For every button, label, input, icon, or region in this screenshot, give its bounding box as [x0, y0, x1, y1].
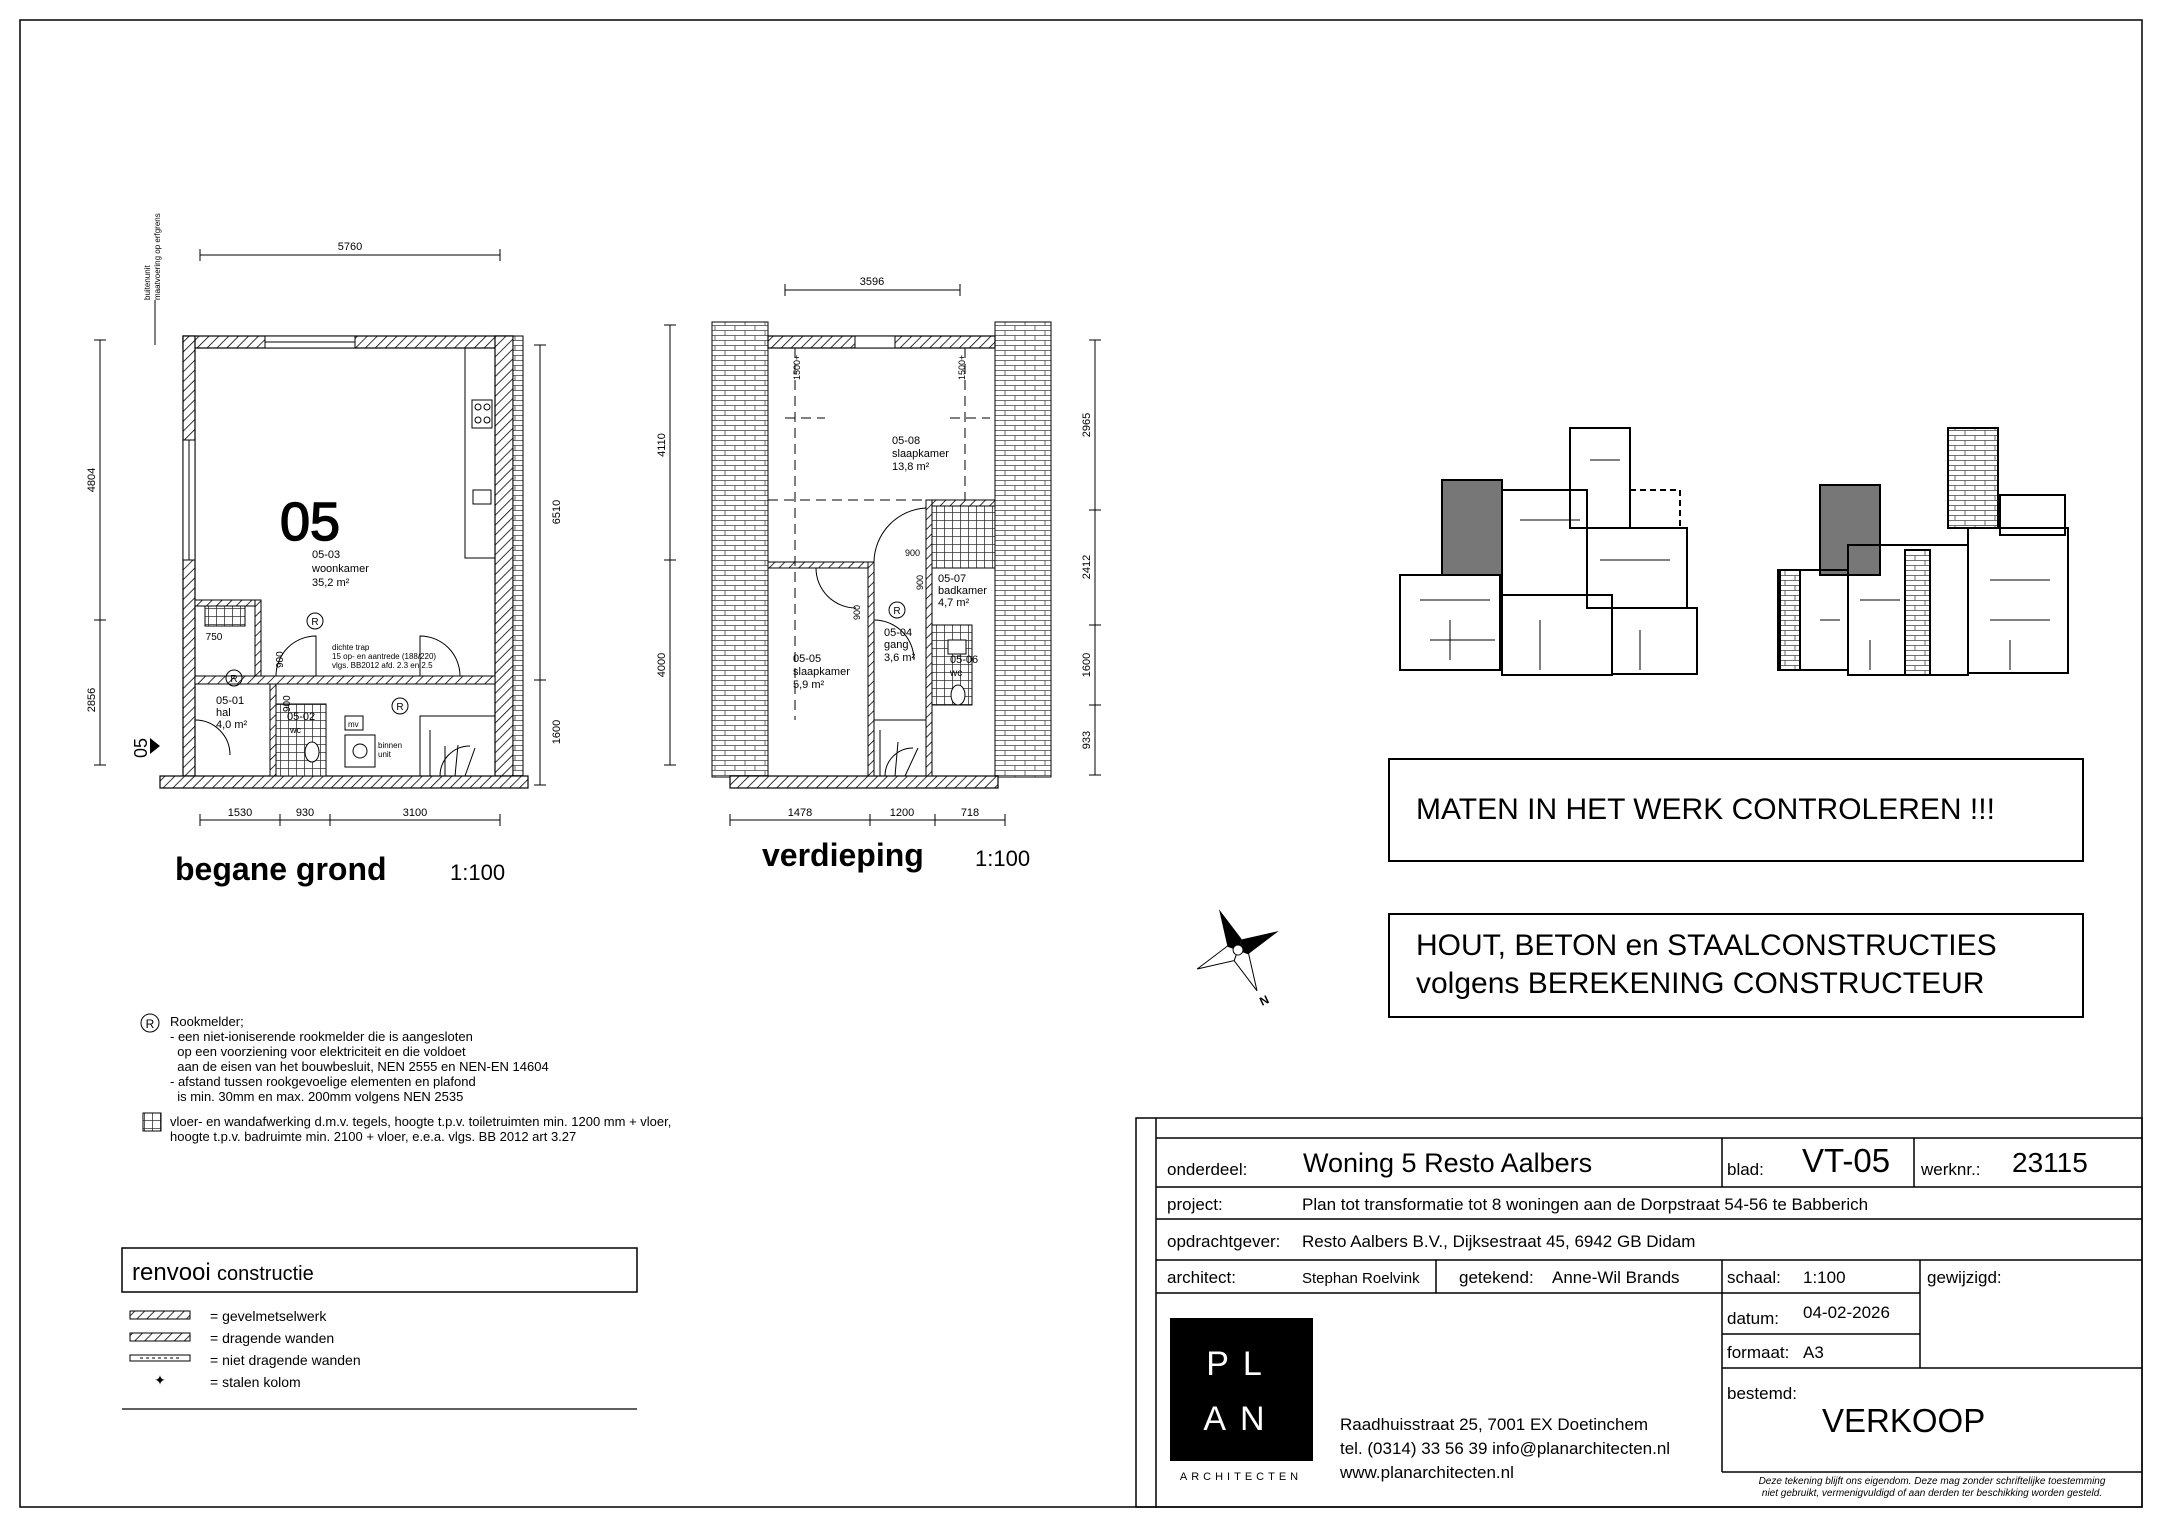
gf-unit-label: binnen unit — [378, 741, 403, 759]
uf-dim-right-4: 933 — [1081, 730, 1093, 750]
tb-getekend-label: getekend: — [1459, 1268, 1534, 1287]
tb-formaat: A3 — [1803, 1343, 1824, 1362]
gf-smoke-3: R — [396, 702, 404, 713]
tb-getekend: Anne-Wil Brands — [1552, 1268, 1680, 1287]
gf-dim-900b: 900 — [282, 695, 293, 712]
gf-scale: 1:100 — [450, 860, 506, 885]
warning-check-dimensions — [1388, 758, 2084, 862]
uf-dim-top: 3596 — [859, 276, 885, 288]
uf-room-2-code: 05-07 — [938, 573, 967, 585]
legend-title-sub: constructie — [217, 1263, 314, 1285]
uf-room-3-code: 05-04 — [884, 627, 913, 639]
site-overview-ground — [1400, 428, 1697, 675]
tb-bestemd-label: bestemd: — [1727, 1384, 1797, 1403]
legend-swatch-facade — [130, 1311, 190, 1319]
tb-blad: VT-05 — [1802, 1142, 1891, 1179]
uf-room-4-code: 05-06 — [950, 654, 979, 666]
gf-room-1-name: woonkamer — [312, 563, 369, 575]
upper-floor-plan — [656, 276, 1101, 873]
tb-address-1: Raadhuisstraat 25, 7001 EX Doetinchem — [1340, 1415, 1649, 1434]
uf-dim-1500a: 1500+ — [792, 354, 802, 380]
warning-2-line-2: volgens BEREKENING CONSTRUCTEUR — [1416, 967, 1985, 1000]
legend-item-2: = dragende wanden — [210, 1330, 335, 1346]
tb-blad-label: blad: — [1727, 1160, 1764, 1179]
uf-room-1-name: slaapkamer — [892, 448, 949, 460]
uf-dim-right-1: 2965 — [1081, 412, 1093, 438]
warning-2-line-1: HOUT, BETON en STAALCONSTRUCTIES — [1416, 929, 1997, 962]
uf-room-5-code: 05-05 — [793, 653, 822, 665]
gf-dim-right-upper: 6510 — [551, 499, 563, 525]
uf-scale: 1:100 — [975, 846, 1031, 871]
uf-title: verdieping — [762, 837, 924, 873]
tb-schaal-label: schaal: — [1727, 1268, 1781, 1287]
gf-dim-bottom-1: 1530 — [227, 807, 253, 819]
legend-swatch-column: ✦ — [154, 1372, 166, 1388]
compass-label: N — [1257, 992, 1272, 1009]
tb-project-label: project: — [1167, 1195, 1223, 1214]
legend-item-3: = niet dragende wanden — [210, 1352, 361, 1368]
tb-address-3: www.planarchitecten.nl — [1340, 1463, 1514, 1482]
site-overview-upper — [1778, 428, 2068, 675]
gf-room-2-code: 05-01 — [216, 695, 245, 707]
uf-dim-left-upper: 4110 — [656, 433, 668, 457]
tb-datum-label: datum: — [1727, 1309, 1779, 1328]
tb-onderdeel-label: onderdeel: — [1167, 1160, 1248, 1179]
uf-room-1-code: 05-08 — [892, 435, 921, 447]
uf-dim-bottom-2: 1200 — [889, 807, 915, 819]
tb-formaat-label: formaat: — [1727, 1343, 1790, 1362]
tb-onderdeel: Woning 5 Resto Aalbers — [1303, 1148, 1593, 1178]
uf-dim-right-2: 2412 — [1081, 554, 1093, 580]
gf-room-2-area: 4,0 m² — [216, 719, 248, 731]
uf-room-2-name: badkamer — [938, 585, 987, 597]
gf-dim-top: 5760 — [337, 241, 363, 253]
gf-title: begane grond — [175, 851, 387, 887]
gf-smoke-2: R — [230, 674, 238, 685]
uf-room-5-area: 5,9 m² — [793, 679, 825, 691]
uf-room-5-name: slaapkamer — [793, 666, 850, 678]
tb-opdrachtgever-label: opdrachtgever: — [1167, 1232, 1281, 1251]
compass-icon — [1178, 890, 1298, 1010]
tb-datum: 04-02-2026 — [1803, 1303, 1890, 1322]
uf-dim-900c: 900 — [852, 604, 862, 620]
legend-item-1: = gevelmetselwerk — [210, 1308, 327, 1324]
gf-smoke-1: R — [311, 617, 319, 628]
gf-dim-left-lower: 2856 — [86, 687, 98, 713]
gf-room-3-code: 05-02 — [287, 711, 316, 723]
tb-opdrachtgever: Resto Aalbers B.V., Dijksestraat 45, 6942 GB Didam — [1302, 1232, 1696, 1251]
gf-mv-label: mv — [348, 720, 359, 729]
tb-gewijzigd-label: gewijzigd: — [1927, 1268, 2002, 1287]
tb-werknr: 23115 — [2012, 1147, 2088, 1178]
tb-bestemd: VERKOOP — [1822, 1402, 1986, 1439]
legend-swatch-bearing — [130, 1333, 190, 1341]
gf-room-1-code: 05-03 — [312, 549, 341, 561]
warning-constructions — [1388, 913, 2084, 1018]
tb-schaal: 1:100 — [1803, 1268, 1846, 1287]
logo-line-1: PL — [1206, 1345, 1276, 1383]
unit-number: 05 — [279, 492, 341, 552]
legend-item-4: = stalen kolom — [210, 1374, 301, 1390]
gf-dim-right-lower: 1600 — [551, 719, 563, 745]
logo-sub: ARCHITECTEN — [1179, 1471, 1303, 1483]
gf-room-3-name: wc — [290, 725, 301, 735]
uf-dim-900b: 900 — [915, 574, 925, 590]
gf-dim-bottom-3: 3100 — [402, 807, 428, 819]
notes-tiles: vloer- en wandafwerking d.m.v. tegels, hoogte t.p.v. toiletruimten min. 1200 mm + vloer, hoogte t.p.v. badruimte min. 2100 + vloer, e.e.a. vlgs. BB 2012 art 3.27 — [170, 1114, 672, 1144]
uf-dim-bottom-3: 718 — [960, 807, 980, 819]
gf-dim-bottom-2: 930 — [295, 807, 315, 819]
tb-werknr-label: werknr.: — [1921, 1160, 1981, 1179]
uf-dim-left-lower: 4000 — [656, 652, 668, 678]
notes-smoke: Rookmelder; - een niet-ioniserende rookmelder die is aangesloten op een voorziening voor elektriciteit en die voldoet aan de eisen van het bouwbesluit, NEN 2555 en NEN-EN 14604 - afstand tussen rookgevoelige elementen en plafond is min. 30mm en max. 200mm volgens NEN 2535 — [170, 1014, 549, 1104]
tb-project: Plan tot transformatie tot 8 woningen aan de Dorpstraat 54-56 te Babberich — [1302, 1195, 1869, 1214]
tb-disclaimer: Deze tekening blijft ons eigendom. Deze mag zonder schriftelijke toestemming niet gebruikt, vermenigvuldigd of aan derden ter beschikking worden gesteld. — [1758, 1476, 2106, 1499]
gf-dim-left-upper: 4804 — [86, 467, 98, 493]
uf-room-1-area: 13,8 m² — [892, 461, 930, 473]
tiles-icon — [143, 1113, 161, 1131]
tb-address-2: tel. (0314) 33 56 39 info@planarchitecten.nl — [1340, 1439, 1671, 1458]
ground-floor-plan — [86, 213, 563, 887]
uf-room-2-area: 4,7 m² — [938, 597, 970, 609]
logo-line-2: AN — [1203, 1400, 1279, 1438]
gf-room-1-area: 35,2 m² — [312, 577, 350, 589]
uf-smoke: R — [893, 606, 901, 617]
gf-dim-750: 750 — [205, 632, 223, 643]
notes-smoke-symbol: R — [145, 1017, 155, 1031]
tb-architect-label: architect: — [1167, 1268, 1236, 1287]
uf-room-4-name: wc — [950, 668, 963, 679]
gf-room-2-name: hal — [216, 707, 231, 719]
gf-facade-note: buitenunitmaatvoering op erfgrens — [143, 213, 162, 300]
legend-title-main: renvooi — [132, 1259, 211, 1286]
uf-dim-bottom-1: 1478 — [787, 807, 813, 819]
gf-stair-note: dichte trap 15 op- en aantrede (188/220) vlgs. BB2012 afd. 2.3 en 2.5 — [332, 643, 437, 670]
uf-dim-900a: 900 — [905, 548, 921, 558]
plan-logo — [1170, 1318, 1313, 1461]
tb-architect: Stephan Roelvink — [1302, 1270, 1420, 1287]
gf-entrance-mark: 05 — [131, 737, 151, 759]
uf-dim-1500b: 1500+ — [957, 354, 967, 380]
uf-room-3-name: gang — [884, 639, 909, 651]
uf-dim-right-3: 1600 — [1081, 652, 1093, 678]
gf-dim-900a: 900 — [275, 651, 286, 668]
warning-1-text: MATEN IN HET WERK CONTROLEREN !!! — [1416, 793, 1995, 826]
uf-room-3-area: 3,6 m² — [884, 652, 916, 664]
